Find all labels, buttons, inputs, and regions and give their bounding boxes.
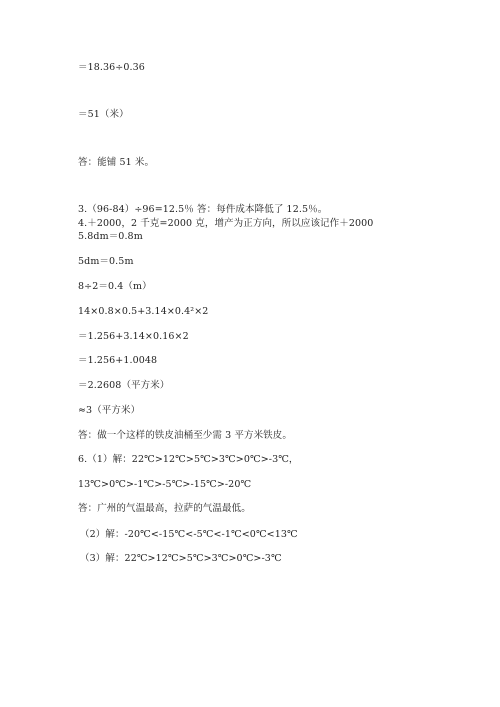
text-line: ＝18.36÷0.36 [78,62,145,73]
text-line: 8÷2＝0.4（m） [78,281,152,292]
text-line: ≈3（平方米） [78,405,141,416]
text-line: 5.8dm＝0.8m [78,231,143,242]
text-line: 4.＋2000，2 千克=2000 克，增产为正方向，所以应该记作＋2000 [78,218,374,229]
text-line: 13℃>0℃>-1℃>-5℃>-15℃>-20℃ [78,479,252,490]
text-line: 14×0.8×0.5+3.14×0.4²×2 [78,306,209,317]
text-line: 答：广州的气温最高，拉萨的气温最低。 [78,503,251,514]
text-line: 6.（1）解：22℃>12℃>5℃>3℃>0℃>-3℃， [78,454,299,465]
text-line: ＝51（米） [78,109,129,120]
text-line: 答：能铺 51 米。 [78,157,155,168]
text-line: （2）解：-20℃<-15℃<-5℃<-1℃<0℃<13℃ [80,529,298,540]
text-line: ＝1.256+3.14×0.16×2 [78,331,189,342]
text-line: 3.（96-84）÷96=12.5％ 答：每件成本降低了 12.5％。 [78,204,328,215]
text-line: 5dm＝0.5m [78,256,134,267]
text-line: ＝2.2608（平方米） [78,380,170,391]
text-line: （3）解：22℃>12℃>5℃>3℃>0℃>-3℃ [80,553,282,564]
text-line: ＝1.256+1.0048 [78,355,158,366]
text-line: 答：做一个这样的铁皮油桶至少需 3 平方米铁皮。 [78,430,292,441]
